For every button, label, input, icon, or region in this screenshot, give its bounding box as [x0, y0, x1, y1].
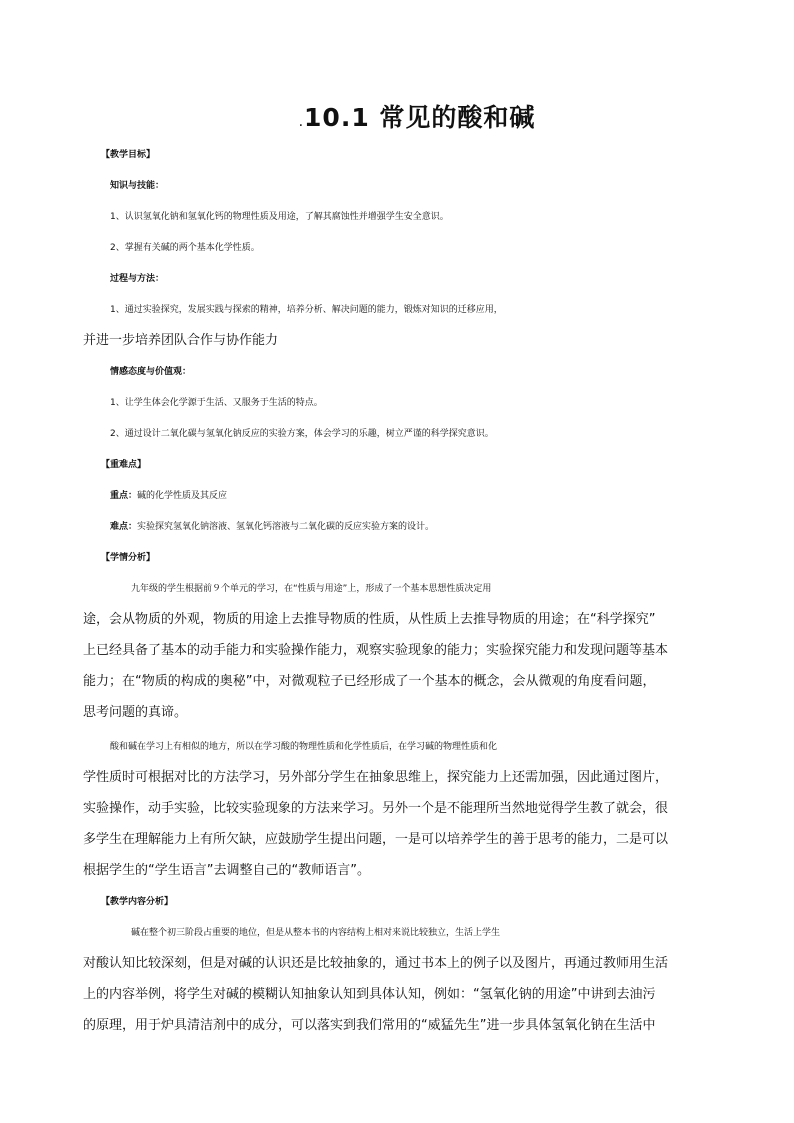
title-text: 10.1 常见的酸和碱 — [304, 103, 536, 132]
difficult-point-line — [110, 518, 740, 536]
content-analysis-line-4: 的原理，用于炉具清洁剂中的成分，可以落实到我们常用的“威猛先生”进一步具体氢氧化钠在生活中 — [83, 1018, 656, 1033]
student-analysis-p1-line-5: 思考问题的真谛。 — [83, 705, 188, 720]
student-analysis-p2-line-4: 多学生在理解能力上有所欠缺，应鼓励学生提出问题，一是可以培养学生的善于思考的能力，二是可以 — [83, 832, 669, 847]
content-analysis-line-2: 对酸认知比较深刻，但是对碱的认识还是比较抽象的，通过书本上的例子以及图片，再通过教师用生活 — [83, 956, 669, 971]
knowledge-item-2: 2、掌握有关碱的两个基本化学性质。 — [110, 243, 260, 253]
difficult-point-text: 实验探究氢氧化钠溶液、氢氧化钙溶液与二氧化碳的反应实验方案的设计。 — [137, 522, 435, 532]
student-analysis-p2-line-3: 实验操作，动手实验，比较实验现象的方法来学习。另外一个是不能理所当然地觉得学生教了就会，很 — [83, 801, 669, 816]
student-analysis-heading: 【学情分析】 — [101, 553, 156, 563]
student-analysis-p2-line-2: 学性质时可根据对比的方法学习，另外部分学生在抽象思维上，探究能力上还需加强，因此通过图片， — [83, 770, 669, 785]
emotion-item-2: 2、通过设计二氧化碳与氢氧化钠反应的实验方案，体会学习的乐趣，树立严谨的科学探究意识。 — [110, 429, 494, 439]
key-point-text: 碱的化学性质及其反应 — [137, 491, 228, 501]
title-dot: . — [298, 114, 305, 130]
student-analysis-p1-line-3: 上已经具备了基本的动手能力和实验操作能力，观察实验现象的能力；实验探究能力和发现问题等基本 — [83, 643, 669, 658]
process-item-1-line-1: 1、通过实验探究，发展实践与探索的精神，培养分析、解决问题的能力，锻炼对知识的迁移应用， — [110, 305, 503, 315]
key-point-line — [110, 487, 740, 505]
student-analysis-p2-line-5: 根据学生的“学生语言”去调整自己的“教师语言”。 — [83, 863, 370, 878]
content-analysis-heading: 【教学内容分析】 — [101, 897, 174, 907]
emotion-item-1: 1、让学生体会化学源于生活、又服务于生活的特点。 — [110, 398, 323, 408]
key-points-heading: 【重难点】 — [101, 460, 147, 470]
emotion-heading: 情感态度与价值观： — [110, 367, 192, 377]
key-point-label: 重点： — [110, 491, 138, 501]
student-analysis-p1-line-4: 能力；在“物质的构成的奥秘”中，对微观粒子已经形成了一个基本的概念，会从微观的角度看问题， — [83, 674, 656, 689]
content-analysis-line-3: 上的内容举例，将学生对碱的模糊认知抽象认知到具体认知，例如：“氢氧化钠的用途”中讲到去油污 — [83, 987, 656, 1002]
page-title — [0, 98, 794, 134]
knowledge-item-1: 1、认识氢氧化钠和氢氧化钙的物理性质及用途，了解其腐蚀性并增强学生安全意识。 — [110, 212, 449, 222]
process-item-1-line-2: 并进一步培养团队合作与协作能力 — [83, 333, 279, 348]
content-analysis-line-1: 碱在整个初三阶段占重要的地位，但是从整本书的内容结构上相对来说比较独立，生活上学生 — [131, 928, 501, 938]
knowledge-heading: 知识与技能： — [110, 181, 165, 191]
difficult-point-label: 难点： — [110, 522, 138, 532]
student-analysis-p1-line-2: 途，会从物质的外观，物质的用途上去推导物质的性质，从性质上去推导物质的用途；在“科学探究” — [83, 612, 656, 627]
objectives-heading: 【教学目标】 — [101, 150, 156, 160]
student-analysis-p1-line-1: 九年级的学生根据前９个单元的学习，在“性质与用途”上，形成了一个基本思想性质决定用 — [131, 584, 492, 594]
student-analysis-p2-line-1: 酸和碱在学习上有相似的地方，所以在学习酸的物理性质和化学性质后，在学习碱的物理性质和化 — [110, 742, 498, 752]
process-heading: 过程与方法： — [110, 274, 165, 284]
